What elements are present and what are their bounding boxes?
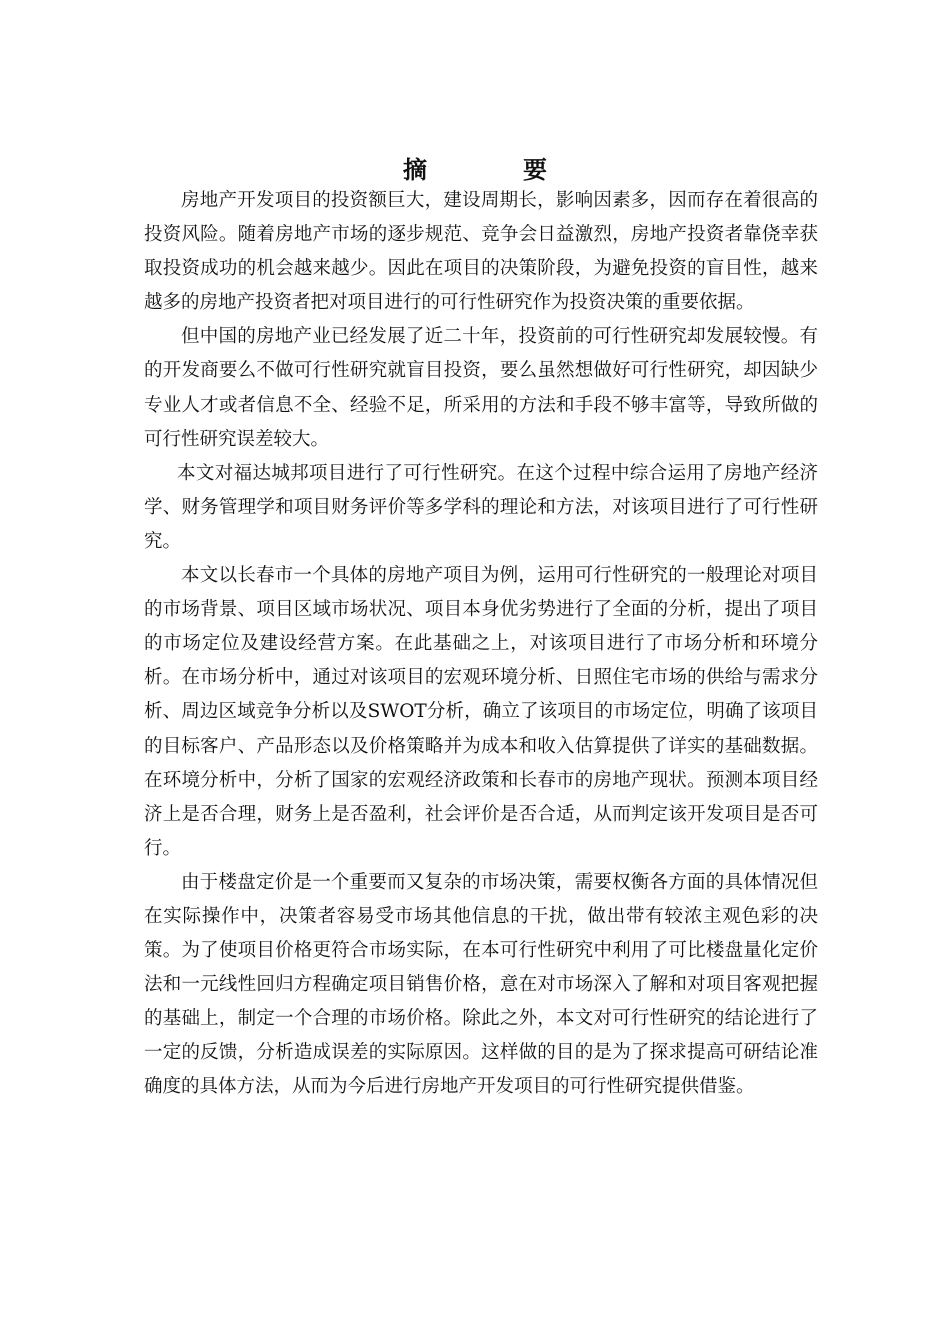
paragraph-5: 由于楼盘定价是一个重要而又复杂的市场决策，需要权衡各方面的具体情况但在实际操作中，决策者容易受市场其他信息的干扰，做出带有较浓主观色彩的决策。为了使项目价格更符合市场实际，在本可行性研究中利用了可比楼盘量化定价法和一元线性回归方程确定项目销售价格，意在对市场深入了解和对项目客观把握的基础上，制定一个合理的市场价格。除此之外，本文对可行性研究的结论进行了一定的反馈，分析造成误差的实际原因。这样做的目的是为了探求提高可研结论准确度的具体方法，从而为今后进行房地产开发项目的可行性研究提供借鉴。 bbox=[144, 871, 818, 1098]
title-char-2: 要 bbox=[523, 156, 547, 185]
abstract-title bbox=[0, 150, 950, 185]
paragraph-3: 本文对福达城邦项目进行了可行性研究。在这个过程中综合运用了房地产经济学、财务管理学和项目财务评价等多学科的理论和方法，对该项目进行了可行性研究。 bbox=[144, 462, 818, 552]
abstract-body bbox=[144, 184, 818, 1105]
paragraph-2: 但中国的房地产业已经发展了近二十年，投资前的可行性研究却发展较慢。有的开发商要么不做可行性研究就盲目投资，要么虽然想做好可行性研究，却因缺少专业人才或者信息不全、经验不足，所采用的方法和手段不够丰富等，导致所做的可行性研究误差较大。 bbox=[144, 326, 818, 450]
paragraph-1: 房地产开发项目的投资额巨大，建设周期长，影响因素多，因而存在着很高的投资风险。随着房地产市场的逐步规范、竞争会日益激烈，房地产投资者靠侥幸获取投资成功的机会越来越少。因此在项目的决策阶段，为避免投资的盲目性，越来越多的房地产投资者把对项目进行的可行性研究作为投资决策的重要依据。 bbox=[144, 190, 818, 314]
paragraph-4: 本文以长春市一个具体的房地产项目为例，运用可行性研究的一般理论对项目的市场背景、项目区域市场状况、项目本身优劣势进行了全面的分析，提出了项目的市场定位及建设经营方案。在此基础之上，对该项目进行了市场分析和环境分析。在市场分析中，通过对该项目的宏观环境分析、日照住宅市场的供给与需求分析、周边区域竞争分析以及SWOT分析，确立了该项目的市场定位，明确了该项目的目标客户、产品形态以及价格策略并为成本和收入估算提供了详实的基础数据。在环境分析中，分析了国家的宏观经济政策和长春市的房地产现状。预测本项目经济上是否合理，财务上是否盈利，社会评价是否合适，从而判定该开发项目是否可行。 bbox=[144, 565, 818, 859]
title-char-1: 摘 bbox=[403, 156, 427, 185]
